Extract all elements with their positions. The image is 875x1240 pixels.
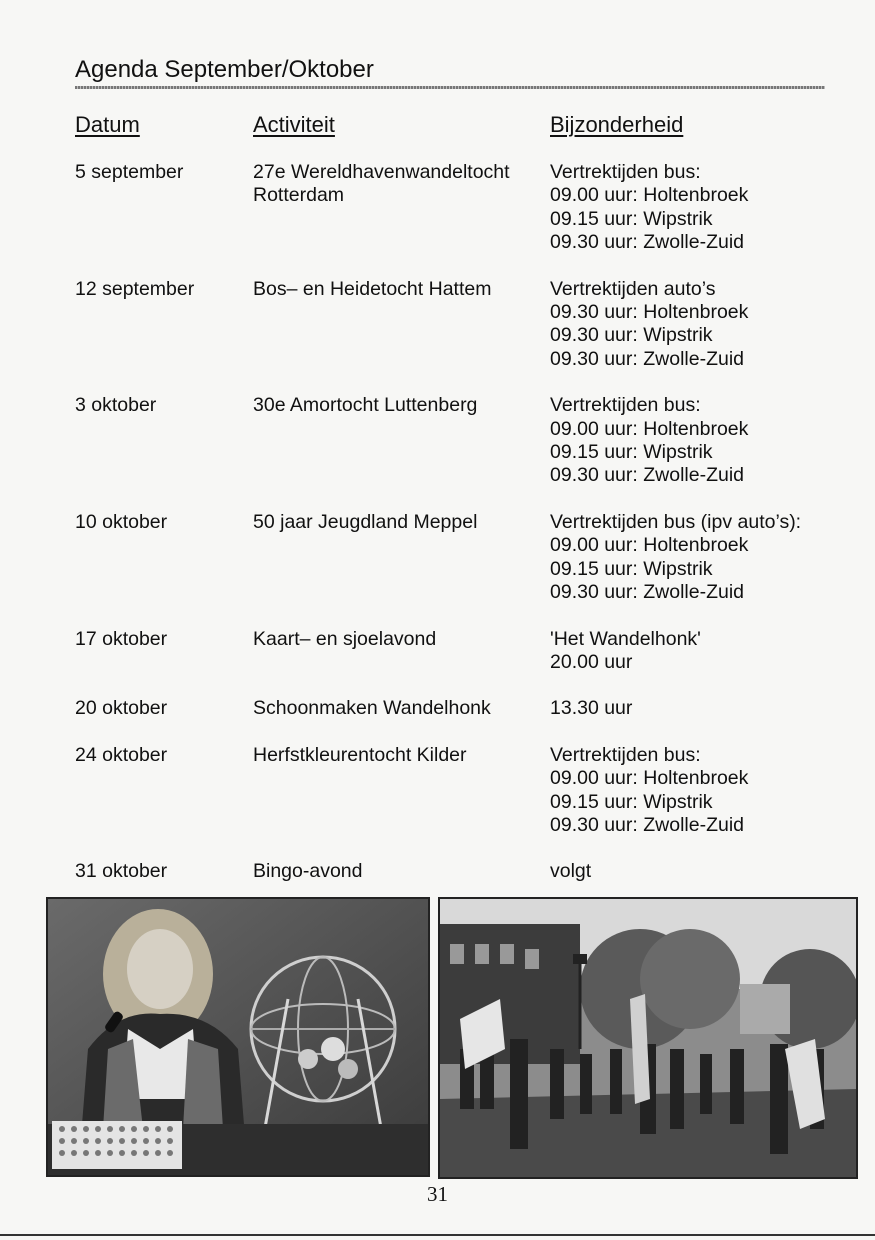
agenda-date: 3 oktober	[75, 394, 157, 417]
agenda-date: 20 oktober	[75, 697, 168, 720]
agenda-row	[0, 161, 875, 255]
agenda-detail-line: 09.00 uur: Holtenbroek	[550, 767, 749, 790]
agenda-details	[550, 511, 875, 605]
agenda-detail-line: 09.15 uur: Wipstrik	[550, 557, 713, 580]
page-number: 31	[427, 1182, 448, 1206]
agenda-detail-line: Vertrektijden bus (ipv auto’s):	[550, 510, 802, 533]
agenda-details	[550, 860, 875, 883]
title-divider	[75, 86, 825, 89]
agenda-detail-line: 09.30 uur: Holtenbroek	[550, 301, 749, 324]
agenda-details	[550, 278, 875, 372]
agenda-date: 17 oktober	[75, 627, 168, 650]
agenda-date: 31 oktober	[75, 860, 168, 883]
agenda-row	[0, 860, 875, 883]
header-datum: Datum	[75, 112, 140, 137]
agenda-detail-line: Vertrektijden bus:	[550, 394, 701, 417]
agenda-detail-line: 09.30 uur: Wipstrik	[550, 324, 713, 347]
agenda-detail-line: 09.30 uur: Zwolle-Zuid	[550, 464, 745, 487]
agenda-activity: Schoonmaken Wandelhonk	[253, 697, 491, 720]
parade-photo-image	[440, 899, 856, 1177]
agenda-details	[550, 697, 875, 720]
agenda-activity: Bos– en Heidetocht Hattem	[253, 277, 492, 300]
agenda-detail-line: 13.30 uur	[550, 697, 633, 720]
agenda-activity: 30e Amortocht Luttenberg	[253, 394, 478, 417]
agenda-details	[550, 744, 875, 838]
agenda-row	[0, 697, 875, 720]
page-title: Agenda September/Oktober	[75, 56, 374, 83]
agenda-row	[0, 394, 875, 488]
agenda-table	[0, 161, 875, 907]
agenda-detail-line: Vertrektijden bus:	[550, 161, 701, 183]
agenda-row	[0, 511, 875, 605]
agenda-date: 24 oktober	[75, 743, 168, 766]
header-bijzonderheid: Bijzonderheid	[550, 112, 684, 137]
agenda-detail-line: 09.00 uur: Holtenbroek	[550, 417, 749, 440]
agenda-row	[0, 744, 875, 838]
agenda-row	[0, 278, 875, 372]
agenda-activity: 50 jaar Jeugdland Meppel	[253, 510, 478, 533]
parade-photo	[438, 897, 858, 1179]
page-bottom-edge	[0, 1234, 875, 1236]
agenda-detail-line: 09.00 uur: Holtenbroek	[550, 534, 749, 557]
agenda-detail-line: 09.00 uur: Holtenbroek	[550, 184, 749, 207]
bingo-photo	[46, 897, 430, 1177]
header-activiteit: Activiteit	[253, 112, 335, 137]
agenda-detail-line: 09.15 uur: Wipstrik	[550, 207, 713, 230]
agenda-detail-line: 09.30 uur: Zwolle-Zuid	[550, 581, 745, 604]
agenda-detail-line: 09.15 uur: Wipstrik	[550, 790, 713, 813]
agenda-detail-line: 20.00 uur	[550, 650, 633, 673]
agenda-detail-line: Vertrektijden bus:	[550, 743, 701, 766]
agenda-detail-line: 09.15 uur: Wipstrik	[550, 441, 713, 464]
agenda-date: 10 oktober	[75, 510, 168, 533]
agenda-date: 12 september	[75, 277, 195, 300]
agenda-detail-line: 09.30 uur: Zwolle-Zuid	[550, 813, 745, 836]
agenda-activity: Bingo-avond	[253, 860, 363, 883]
agenda-details	[550, 394, 875, 488]
agenda-activity: Herfstkleurentocht Kilder	[253, 743, 467, 766]
agenda-detail-line: Vertrektijden auto’s	[550, 277, 716, 300]
agenda-details	[550, 628, 875, 675]
agenda-detail-line: 'Het Wandelhonk'	[550, 627, 701, 650]
agenda-detail-line: 09.30 uur: Zwolle-Zuid	[550, 231, 745, 254]
bingo-photo-image	[48, 899, 428, 1175]
agenda-date: 5 september	[75, 161, 184, 183]
agenda-detail-line: 09.30 uur: Zwolle-Zuid	[550, 347, 745, 370]
agenda-row	[0, 628, 875, 675]
agenda-activity: Kaart– en sjoelavond	[253, 627, 437, 650]
agenda-detail-line: volgt	[550, 860, 592, 883]
agenda-details	[550, 161, 875, 255]
agenda-activity: 27e Wereldhavenwandeltocht Rotterdam	[253, 161, 510, 207]
